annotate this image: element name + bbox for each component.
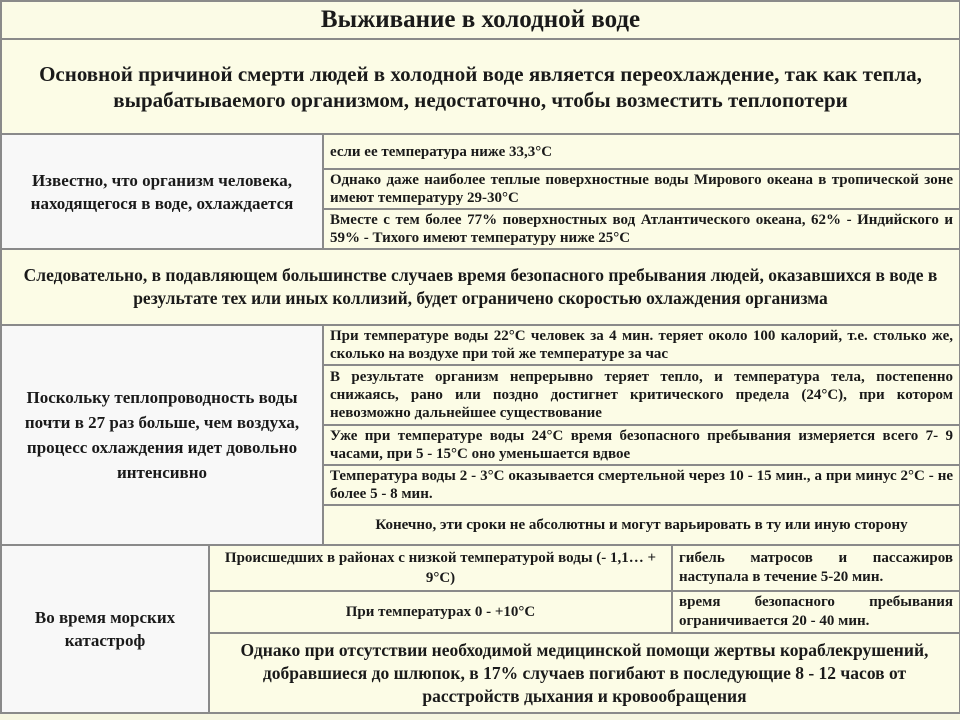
- section2-item: В результате организм непрерывно теряет тепло, и температура тела, постепенно снижаясь, рано или поздно достигнет критического предела (24°С), при котором невозможно дальнейшее существование: [323, 365, 960, 425]
- section1-item: Вместе с тем более 77% поверхностных вод Атлантического океана, 62% - Индийского и 59% - Тихого имеют температуру ниже 25°С: [323, 209, 960, 249]
- section3: [1, 545, 960, 713]
- sea-result: гибель матросов и пассажиров наступала в течение 5-20 мин.: [672, 546, 959, 591]
- section3-table: [2, 546, 959, 712]
- sea-result: время безопасного пребывания ограничивается 20 - 40 мин.: [672, 591, 959, 634]
- section2-item: Уже при температуре воды 24°С время безопасного пребывания измеряется всего 7- 9 часами, при 5 - 15°С оно уменьшается вдвое: [323, 425, 960, 465]
- section2-item: При температуре воды 22°С человек за 4 мин. теряет около 100 калорий, т.е. столько же, сколько на воздухе при той же температуре за час: [323, 325, 960, 365]
- page-title: Выживание в холодной воде: [1, 1, 960, 39]
- section2-left: Поскольку теплопроводность воды почти в 27 раз больше, чем воздуха, процесс охлаждения идет довольно интенсивно: [1, 325, 323, 545]
- section1-item: Однако даже наиболее теплые поверхностные воды Мирового океана в тропической зоне имеют температуру 29-30°С: [323, 169, 960, 209]
- sea-final: Однако при отсутствии необходимой медицинской помощи жертвы кораблекрушений, добравшиеся до шлюпок, в 17% случаев погибают в последующие 8 - 12 часов от расстройств дыхания и кровообращения: [209, 633, 959, 712]
- section2-item: Конечно, эти сроки не абсолютны и могут варьировать в ту или иную сторону: [323, 505, 960, 545]
- section1-item: если ее температура ниже 33,3°С: [323, 134, 960, 169]
- conclusion-text: Следовательно, в подавляющем большинстве случаев время безопасного пребывания людей, оказавшихся в воде в результате тех или иных коллизий, будет ограничено скоростью охлаждения организма: [1, 249, 960, 325]
- section1-left: Известно, что организм человека, находящегося в воде, охлаждается: [1, 134, 323, 249]
- section2-item: Температура воды 2 - 3°С оказывается смертельной через 10 - 15 мин., а при минус 2°С - не более 5 - 8 мин.: [323, 465, 960, 505]
- sea-condition: Происшедших в районах с низкой температурой воды (- 1,1… + 9°С): [209, 546, 672, 591]
- section3-left: Во время морских катастроф: [2, 546, 209, 712]
- sea-condition: При температурах 0 - +10°С: [209, 591, 672, 634]
- intro-text: Основной причиной смерти людей в холодной воде является переохлаждение, так как тепла, вырабатываемого организмом, недостаточно, чтобы возместить теплопотери: [1, 39, 960, 134]
